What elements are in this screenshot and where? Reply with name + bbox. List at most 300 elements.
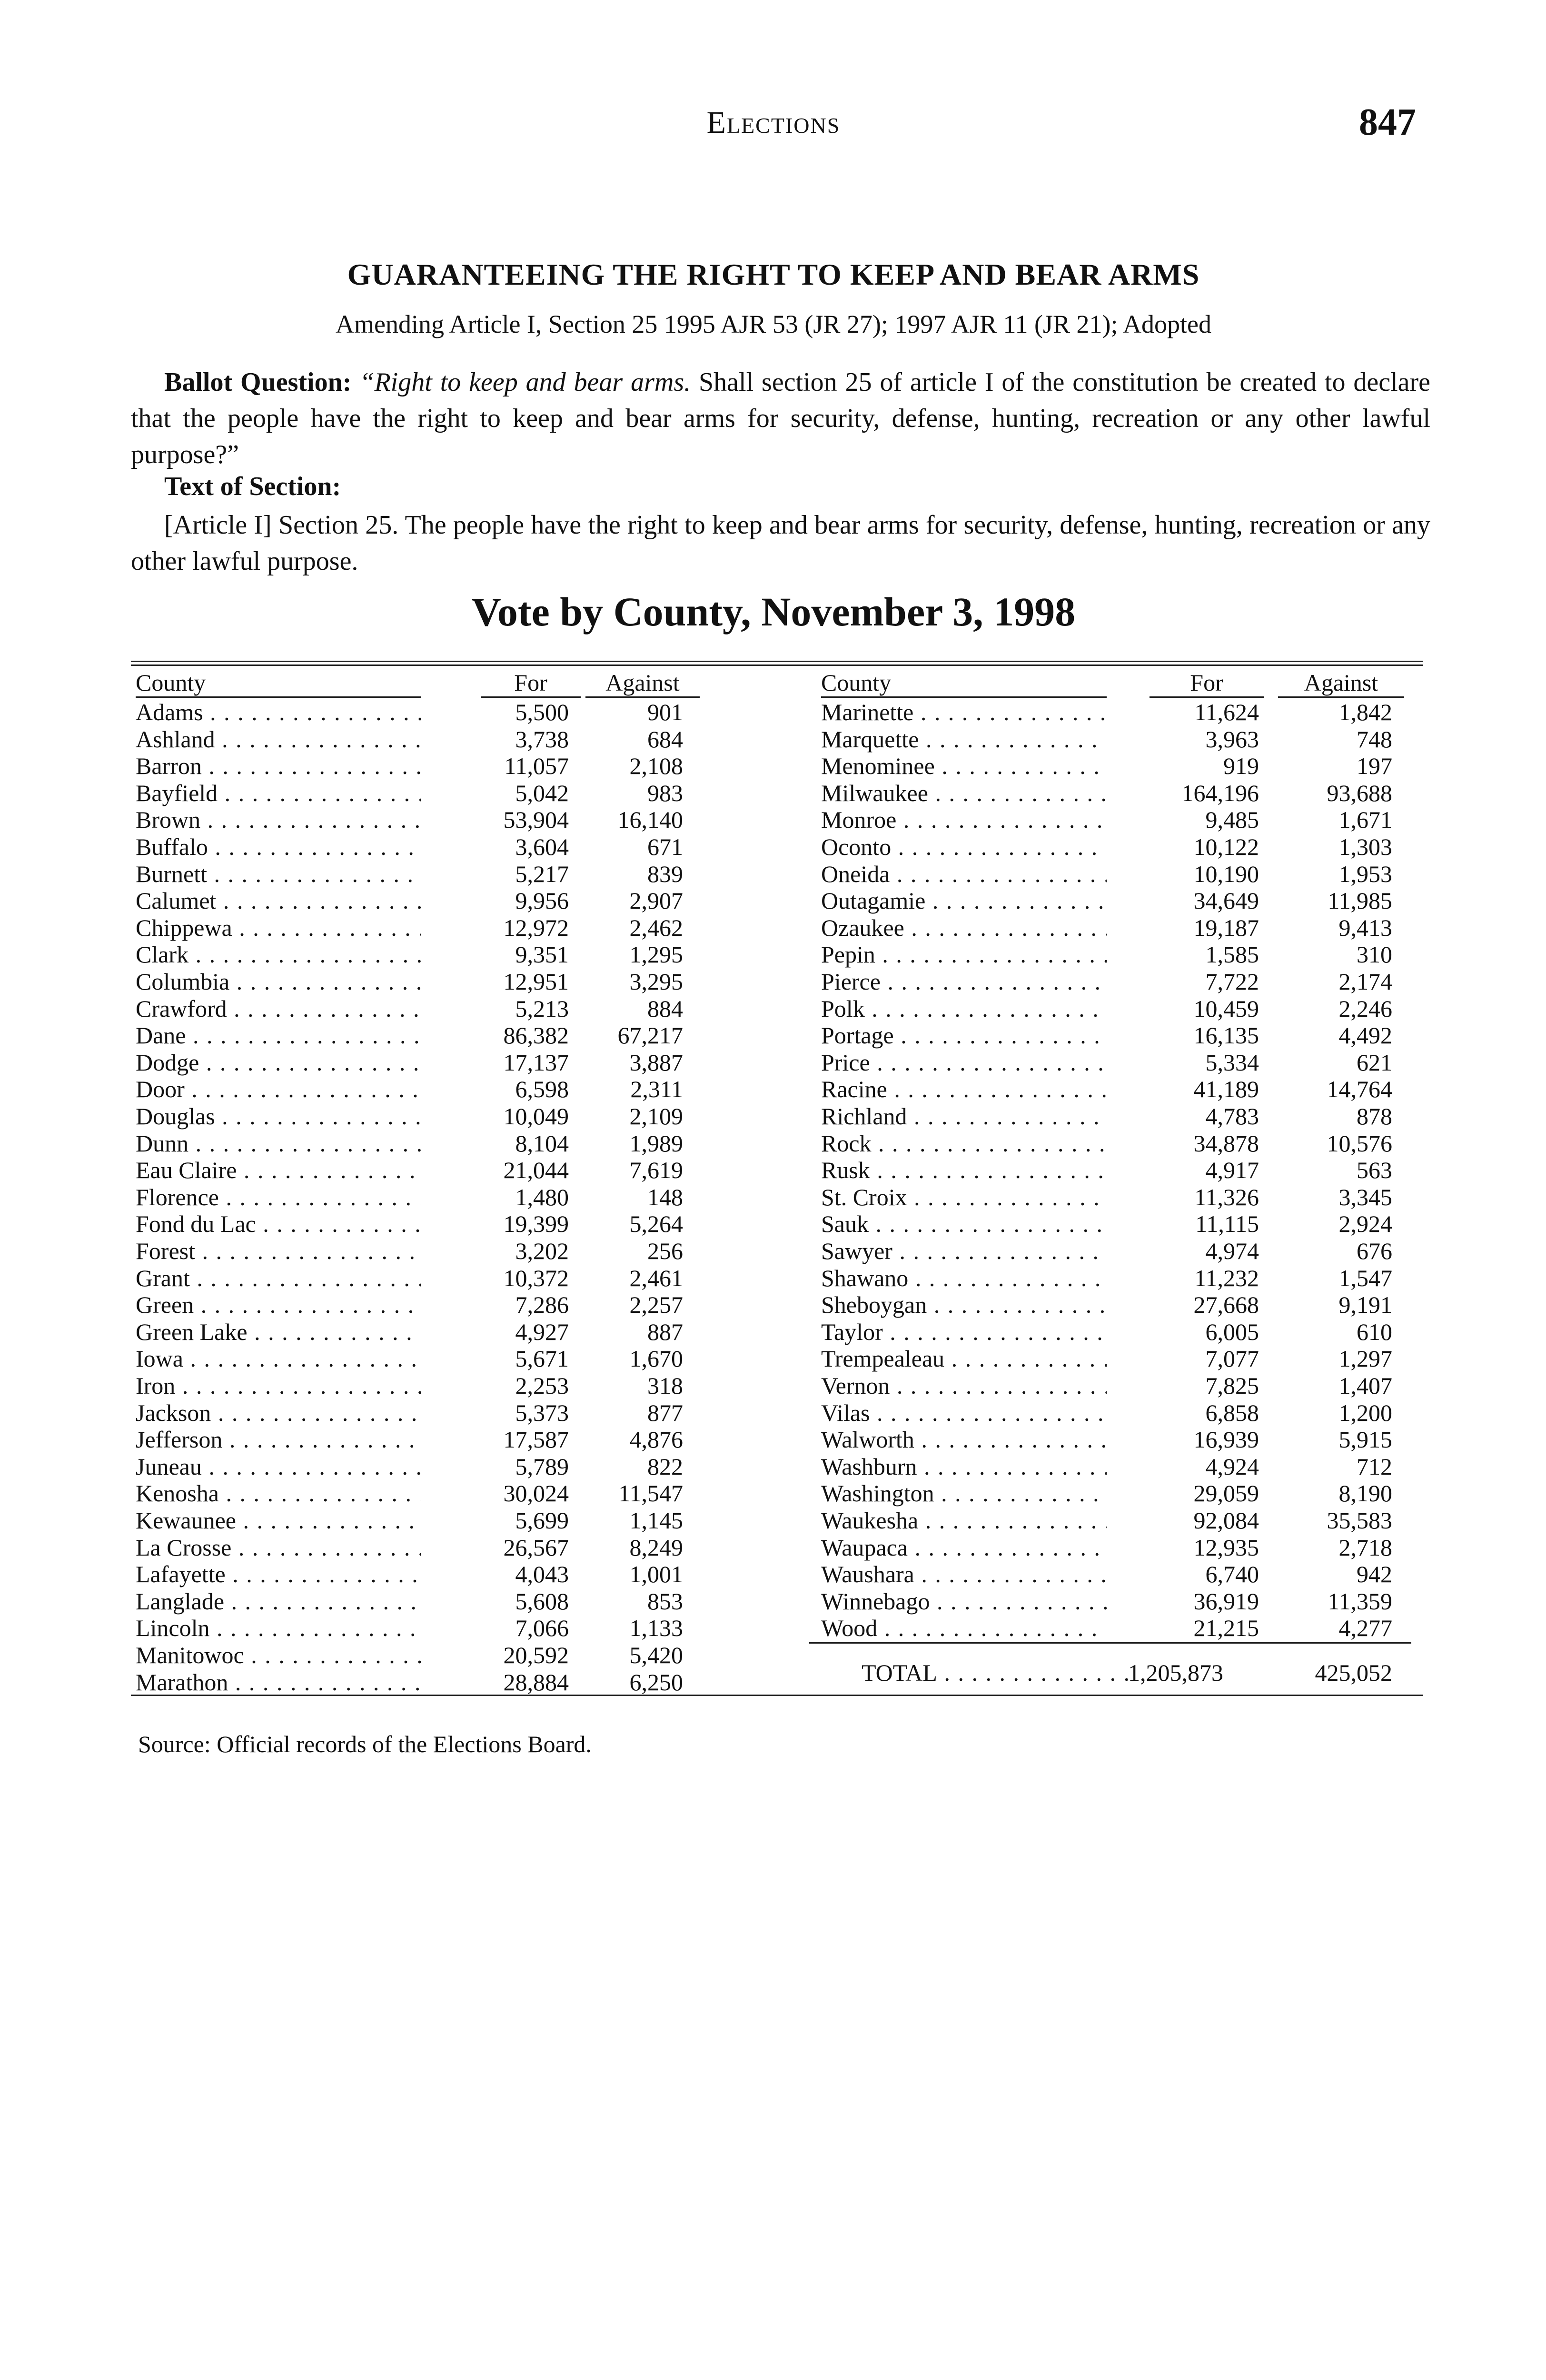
for-votes: 19,399 — [503, 1210, 569, 1238]
table-row — [821, 780, 1416, 807]
county-name: Kenosha . . . — [136, 1480, 421, 1507]
right-header-county: County — [821, 669, 1107, 698]
against-votes: 887 — [647, 1318, 683, 1345]
county-name: Iowa . . . — [136, 1345, 421, 1372]
ballot-question-italic: “Right to keep and bear arms. — [359, 367, 691, 397]
table-row — [136, 1561, 707, 1588]
county-name: Winnebago . . . — [821, 1588, 1107, 1615]
against-votes: 197 — [1357, 753, 1392, 780]
for-votes: 16,135 — [1193, 1022, 1259, 1049]
county-name: Oneida . . . — [821, 861, 1107, 888]
against-votes: 884 — [647, 995, 683, 1022]
against-votes: 14,764 — [1327, 1076, 1392, 1103]
for-votes: 5,217 — [515, 860, 569, 887]
against-votes: 4,492 — [1338, 1022, 1392, 1049]
for-votes: 34,878 — [1193, 1130, 1259, 1157]
table-row — [136, 1507, 707, 1534]
table-row — [136, 1319, 707, 1346]
for-votes: 17,137 — [503, 1049, 569, 1076]
table-row — [136, 1372, 707, 1399]
against-votes: 2,461 — [629, 1264, 683, 1291]
for-votes: 11,326 — [1194, 1183, 1259, 1210]
against-votes: 1,670 — [629, 1345, 683, 1372]
table-row — [821, 726, 1416, 753]
county-name: Eau Claire . . . — [136, 1157, 421, 1184]
table-row — [136, 1291, 707, 1319]
for-votes: 3,738 — [515, 725, 569, 753]
against-votes: 11,985 — [1328, 887, 1392, 914]
for-votes: 30,024 — [503, 1480, 569, 1507]
against-votes: 2,108 — [629, 753, 683, 780]
county-name: Brown . . . — [136, 806, 421, 833]
table-row — [821, 1426, 1416, 1453]
county-name: Menominee . . . — [821, 753, 1107, 780]
against-votes: 1,303 — [1338, 833, 1392, 860]
total-rule — [809, 1642, 1411, 1644]
county-name: Sheboygan . . . — [821, 1291, 1107, 1319]
table-row — [136, 1103, 707, 1130]
county-name: Trempealeau . . . — [821, 1345, 1107, 1372]
table-row — [821, 1130, 1416, 1157]
against-votes: 1,953 — [1338, 860, 1392, 887]
county-name: Washburn . . . — [821, 1453, 1107, 1480]
county-name: Dunn . . . — [136, 1130, 421, 1157]
county-name: Pepin . . . — [821, 941, 1107, 968]
table-row — [821, 1157, 1416, 1184]
against-votes: 1,671 — [1338, 806, 1392, 833]
against-votes: 256 — [647, 1238, 683, 1264]
for-votes: 6,858 — [1205, 1399, 1259, 1426]
running-header — [131, 101, 1416, 152]
against-votes: 148 — [647, 1183, 683, 1210]
table-row — [136, 968, 707, 995]
table-row — [821, 1049, 1416, 1076]
county-name: Waupaca . . . — [821, 1534, 1107, 1561]
for-votes: 53,904 — [503, 806, 569, 833]
county-name: La Crosse . . . — [136, 1534, 421, 1561]
county-name: Portage . . . — [821, 1022, 1107, 1049]
left-column-headers — [136, 669, 707, 698]
county-name: Taylor . . . — [821, 1319, 1107, 1346]
for-votes: 19,187 — [1193, 914, 1259, 941]
table-row — [821, 753, 1416, 780]
for-votes: 3,202 — [515, 1238, 569, 1264]
county-name: Outagamie . . . — [821, 887, 1107, 914]
table-row — [821, 1534, 1416, 1561]
for-votes: 4,924 — [1205, 1453, 1259, 1480]
county-name: Rock . . . — [821, 1130, 1107, 1157]
text-of-section-label: Text of Section: — [164, 472, 341, 501]
for-votes: 16,939 — [1193, 1426, 1259, 1453]
table-row — [821, 1103, 1416, 1130]
table-row — [136, 1345, 707, 1372]
for-votes: 26,567 — [503, 1534, 569, 1561]
against-votes: 4,876 — [629, 1426, 683, 1453]
against-votes: 3,295 — [629, 968, 683, 995]
for-votes: 12,935 — [1193, 1534, 1259, 1561]
against-votes: 11,359 — [1328, 1587, 1392, 1615]
for-votes: 4,917 — [1205, 1157, 1259, 1184]
against-votes: 1,295 — [629, 941, 683, 968]
table-row — [136, 887, 707, 914]
for-votes: 10,372 — [503, 1264, 569, 1291]
right-header-against: Against — [1278, 669, 1404, 698]
for-votes: 919 — [1223, 753, 1259, 780]
against-votes: 2,257 — [629, 1291, 683, 1319]
table-row — [821, 1507, 1416, 1534]
table-row — [136, 1265, 707, 1292]
against-votes: 2,718 — [1338, 1534, 1392, 1561]
total-for: 1,205,873 — [1128, 1659, 1223, 1686]
against-votes: 563 — [1357, 1157, 1392, 1184]
county-name: Washington . . . — [821, 1480, 1107, 1507]
for-votes: 3,604 — [515, 833, 569, 860]
against-votes: 11,547 — [618, 1480, 683, 1507]
county-name: Forest . . . — [136, 1238, 421, 1265]
against-votes: 3,887 — [629, 1049, 683, 1076]
against-votes: 1,297 — [1338, 1345, 1392, 1372]
county-name: Waushara . . . — [821, 1561, 1107, 1588]
table-row — [136, 1076, 707, 1103]
county-name: Chippewa . . . — [136, 914, 421, 942]
county-name: Vernon . . . — [821, 1372, 1107, 1399]
against-votes: 5,264 — [629, 1210, 683, 1238]
county-name: Langlade . . . — [136, 1588, 421, 1615]
county-name: Pierce . . . — [821, 968, 1107, 995]
against-votes: 310 — [1357, 941, 1392, 968]
for-votes: 9,351 — [515, 941, 569, 968]
table-row — [821, 1372, 1416, 1399]
for-votes: 86,382 — [503, 1022, 569, 1049]
table-row — [136, 861, 707, 888]
county-name: Buffalo . . . — [136, 833, 421, 861]
against-votes: 712 — [1357, 1453, 1392, 1480]
against-votes: 684 — [647, 725, 683, 753]
left-header-for: For — [481, 669, 581, 698]
against-votes: 2,924 — [1338, 1210, 1392, 1238]
against-votes: 1,200 — [1338, 1399, 1392, 1426]
against-votes: 8,249 — [629, 1534, 683, 1561]
against-votes: 9,413 — [1338, 914, 1392, 941]
county-name: Richland . . . — [821, 1103, 1107, 1130]
table-row — [136, 1588, 707, 1615]
for-votes: 1,480 — [515, 1183, 569, 1210]
for-votes: 4,783 — [1205, 1103, 1259, 1130]
for-votes: 5,671 — [515, 1345, 569, 1372]
table-row — [821, 887, 1416, 914]
table-row — [821, 1399, 1416, 1427]
for-votes: 21,215 — [1193, 1615, 1259, 1642]
for-votes: 7,286 — [515, 1291, 569, 1319]
table-row — [136, 1426, 707, 1453]
county-name: Grant . . . — [136, 1265, 421, 1292]
for-votes: 10,190 — [1193, 860, 1259, 887]
county-name: Sawyer . . . — [821, 1238, 1107, 1265]
table-row — [136, 1615, 707, 1642]
total-row — [862, 1659, 1409, 1687]
table-row — [136, 1157, 707, 1184]
for-votes: 4,974 — [1205, 1238, 1259, 1264]
for-votes: 5,373 — [515, 1399, 569, 1426]
county-name: Monroe . . . — [821, 806, 1107, 833]
for-votes: 10,122 — [1193, 833, 1259, 860]
article-text: [Article I] Section 25. The people have the right to keep and bear arms for security, defense, hunting, recreation or any other lawful purpose. — [131, 510, 1430, 576]
county-name: Wood . . . — [821, 1615, 1107, 1642]
against-votes: 2,462 — [629, 914, 683, 941]
county-name: Columbia . . . — [136, 968, 421, 995]
for-votes: 7,722 — [1205, 968, 1259, 995]
against-votes: 16,140 — [617, 806, 683, 833]
table-row — [136, 1669, 707, 1696]
against-votes: 9,191 — [1338, 1291, 1392, 1319]
table-row — [821, 1561, 1416, 1588]
for-votes: 4,927 — [515, 1318, 569, 1345]
county-name: Lincoln . . . — [136, 1615, 421, 1642]
against-votes: 1,547 — [1338, 1264, 1392, 1291]
table-row — [821, 1210, 1416, 1238]
county-name: Burnett . . . — [136, 861, 421, 888]
county-name: Rusk . . . — [821, 1157, 1107, 1184]
for-votes: 92,084 — [1193, 1507, 1259, 1534]
against-votes: 671 — [647, 833, 683, 860]
for-votes: 21,044 — [503, 1157, 569, 1184]
county-name: Calumet . . . — [136, 887, 421, 914]
against-votes: 839 — [647, 860, 683, 887]
for-votes: 5,213 — [515, 995, 569, 1022]
for-votes: 9,485 — [1205, 806, 1259, 833]
against-votes: 2,109 — [629, 1103, 683, 1130]
table-row — [136, 995, 707, 1022]
table-row — [136, 914, 707, 942]
table-top-rule-2 — [131, 664, 1423, 666]
against-votes: 1,407 — [1338, 1372, 1392, 1399]
for-votes: 12,972 — [503, 914, 569, 941]
for-votes: 10,459 — [1193, 995, 1259, 1022]
county-name: Crawford . . . — [136, 995, 421, 1022]
against-votes: 5,915 — [1338, 1426, 1392, 1453]
table-row — [136, 1130, 707, 1157]
county-name: Walworth . . . — [821, 1426, 1107, 1453]
county-name: Ashland . . . — [136, 726, 421, 753]
for-votes: 6,740 — [1205, 1561, 1259, 1588]
table-row — [821, 914, 1416, 942]
against-votes: 67,217 — [617, 1022, 683, 1049]
for-votes: 28,884 — [503, 1668, 569, 1696]
county-name: Iron . . . — [136, 1372, 421, 1399]
county-name: Ozaukee . . . — [821, 914, 1107, 942]
county-name: Shawano . . . — [821, 1265, 1107, 1292]
for-votes: 11,115 — [1195, 1210, 1259, 1238]
county-name: Door . . . — [136, 1076, 421, 1103]
against-votes: 35,583 — [1327, 1507, 1392, 1534]
table-row — [821, 1076, 1416, 1103]
county-name: Douglas . . . — [136, 1103, 421, 1130]
right-header-for: For — [1150, 669, 1264, 698]
table-row — [821, 1291, 1416, 1319]
section-title: Elections — [706, 105, 841, 140]
table-row — [821, 699, 1416, 726]
county-name: Waukesha . . . — [821, 1507, 1107, 1534]
table-row — [136, 1210, 707, 1238]
county-name: Polk . . . — [821, 995, 1107, 1022]
for-votes: 6,005 — [1205, 1318, 1259, 1345]
county-name: Barron . . . — [136, 753, 421, 780]
against-votes: 4,277 — [1338, 1615, 1392, 1642]
table-row — [136, 1238, 707, 1265]
right-column-headers — [821, 669, 1416, 698]
against-votes: 2,174 — [1338, 968, 1392, 995]
for-votes: 5,500 — [515, 699, 569, 725]
against-votes: 3,345 — [1338, 1183, 1392, 1210]
for-votes: 2,253 — [515, 1372, 569, 1399]
against-votes: 621 — [1357, 1049, 1392, 1076]
for-votes: 164,196 — [1181, 779, 1259, 806]
county-name: Bayfield . . . — [136, 780, 421, 807]
against-votes: 93,688 — [1327, 779, 1392, 806]
against-votes: 676 — [1357, 1238, 1392, 1264]
against-votes: 983 — [647, 779, 683, 806]
county-name: Dodge . . . — [136, 1049, 421, 1076]
county-name: Oconto . . . — [821, 833, 1107, 861]
for-votes: 29,059 — [1193, 1480, 1259, 1507]
table-row — [821, 833, 1416, 861]
amendment-subtitle: Amending Article I, Section 25 1995 AJR 53 (JR 27); 1997 AJR 11 (JR 21); Adopted — [336, 310, 1211, 338]
table-row — [136, 806, 707, 833]
county-name: Adams . . . — [136, 699, 421, 726]
for-votes: 3,963 — [1205, 725, 1259, 753]
table-row — [821, 968, 1416, 995]
ballot-question-label: Ballot Question: — [164, 367, 352, 397]
for-votes: 7,077 — [1205, 1345, 1259, 1372]
table-row — [821, 806, 1416, 833]
table-row — [136, 1184, 707, 1211]
against-votes: 942 — [1357, 1561, 1392, 1588]
for-votes: 41,189 — [1193, 1076, 1259, 1103]
for-votes: 5,789 — [515, 1453, 569, 1480]
table-row — [136, 1022, 707, 1049]
county-name: Manitowoc . . . — [136, 1642, 421, 1669]
table-row — [821, 861, 1416, 888]
for-votes: 17,587 — [503, 1426, 569, 1453]
against-votes: 1,145 — [629, 1507, 683, 1534]
for-votes: 12,951 — [503, 968, 569, 995]
against-votes: 318 — [647, 1372, 683, 1399]
county-name: Clark . . . — [136, 941, 421, 968]
for-votes: 5,042 — [515, 779, 569, 806]
table-row — [821, 1345, 1416, 1372]
table-row — [821, 1265, 1416, 1292]
county-name: Green . . . — [136, 1291, 421, 1319]
table-top-rule — [131, 661, 1423, 662]
for-votes: 5,608 — [515, 1587, 569, 1615]
against-votes: 2,907 — [629, 887, 683, 914]
table-row — [136, 833, 707, 861]
county-name: Jackson . . . — [136, 1399, 421, 1427]
county-name: Marinette . . . — [821, 699, 1107, 726]
county-name: Marathon . . . — [136, 1669, 421, 1696]
against-votes: 1,001 — [629, 1561, 683, 1588]
table-row — [136, 780, 707, 807]
for-votes: 10,049 — [503, 1103, 569, 1130]
table-row — [136, 1399, 707, 1427]
against-votes: 6,250 — [629, 1668, 683, 1696]
table-row — [821, 995, 1416, 1022]
against-votes: 7,619 — [629, 1157, 683, 1184]
table-row — [136, 726, 707, 753]
table-row — [821, 1238, 1416, 1265]
for-votes: 20,592 — [503, 1642, 569, 1668]
table-row — [136, 1480, 707, 1507]
source-note: Source: Official records of the Elections Board. — [138, 1731, 592, 1757]
total-label: TOTAL . . . — [862, 1659, 1130, 1686]
table-row — [136, 1049, 707, 1076]
table-row — [136, 699, 707, 726]
against-votes: 1,989 — [629, 1130, 683, 1157]
against-votes: 2,311 — [630, 1076, 683, 1103]
for-votes: 5,334 — [1205, 1049, 1259, 1076]
county-name: Racine . . . — [821, 1076, 1107, 1103]
ballot-question-text: Shall section 25 of article I of the constitution be created to declare that the people have the right to keep and bear arms for security, defense, hunting, recreation or any other lawful purpose?” — [131, 367, 1431, 469]
county-name: Jefferson . . . — [136, 1426, 421, 1453]
for-votes: 8,104 — [515, 1130, 569, 1157]
county-name: Lafayette . . . — [136, 1561, 421, 1588]
for-votes: 9,956 — [515, 887, 569, 914]
ballot-question — [131, 364, 1430, 473]
table-row — [821, 1022, 1416, 1049]
table-row — [136, 1642, 707, 1669]
county-name: St. Croix . . . — [821, 1184, 1107, 1211]
table-row — [136, 1534, 707, 1561]
against-votes: 1,133 — [629, 1615, 683, 1642]
table-row — [821, 1319, 1416, 1346]
for-votes: 27,668 — [1193, 1291, 1259, 1319]
county-name: Price . . . — [821, 1049, 1107, 1076]
for-votes: 7,825 — [1205, 1372, 1259, 1399]
table-row — [136, 941, 707, 968]
against-votes: 822 — [647, 1453, 683, 1480]
county-name: Dane . . . — [136, 1022, 421, 1049]
against-votes: 10,576 — [1327, 1130, 1392, 1157]
county-name: Sauk . . . — [821, 1210, 1107, 1238]
against-votes: 877 — [647, 1399, 683, 1426]
for-votes: 11,232 — [1194, 1264, 1259, 1291]
table-row — [136, 1453, 707, 1480]
amendment-title: GUARANTEEING THE RIGHT TO KEEP AND BEAR ARMS — [347, 258, 1200, 291]
against-votes: 610 — [1357, 1318, 1392, 1345]
table-row — [821, 941, 1416, 968]
for-votes: 7,066 — [515, 1615, 569, 1642]
against-votes: 8,190 — [1338, 1480, 1392, 1507]
county-name: Florence . . . — [136, 1184, 421, 1211]
table-row — [821, 1453, 1416, 1480]
against-votes: 901 — [647, 699, 683, 725]
for-votes: 6,598 — [515, 1076, 569, 1103]
against-votes: 853 — [647, 1587, 683, 1615]
table-row — [821, 1184, 1416, 1211]
for-votes: 11,057 — [504, 753, 569, 780]
county-name: Juneau . . . — [136, 1453, 421, 1480]
left-header-county: County — [136, 669, 421, 698]
table-row — [821, 1615, 1416, 1642]
against-votes: 1,842 — [1338, 699, 1392, 725]
for-votes: 5,699 — [515, 1507, 569, 1534]
table-row — [136, 753, 707, 780]
against-votes: 2,246 — [1338, 995, 1392, 1022]
against-votes: 5,420 — [629, 1642, 683, 1668]
total-against: 425,052 — [1315, 1659, 1392, 1686]
county-name: Kewaunee . . . — [136, 1507, 421, 1534]
for-votes: 36,919 — [1193, 1587, 1259, 1615]
